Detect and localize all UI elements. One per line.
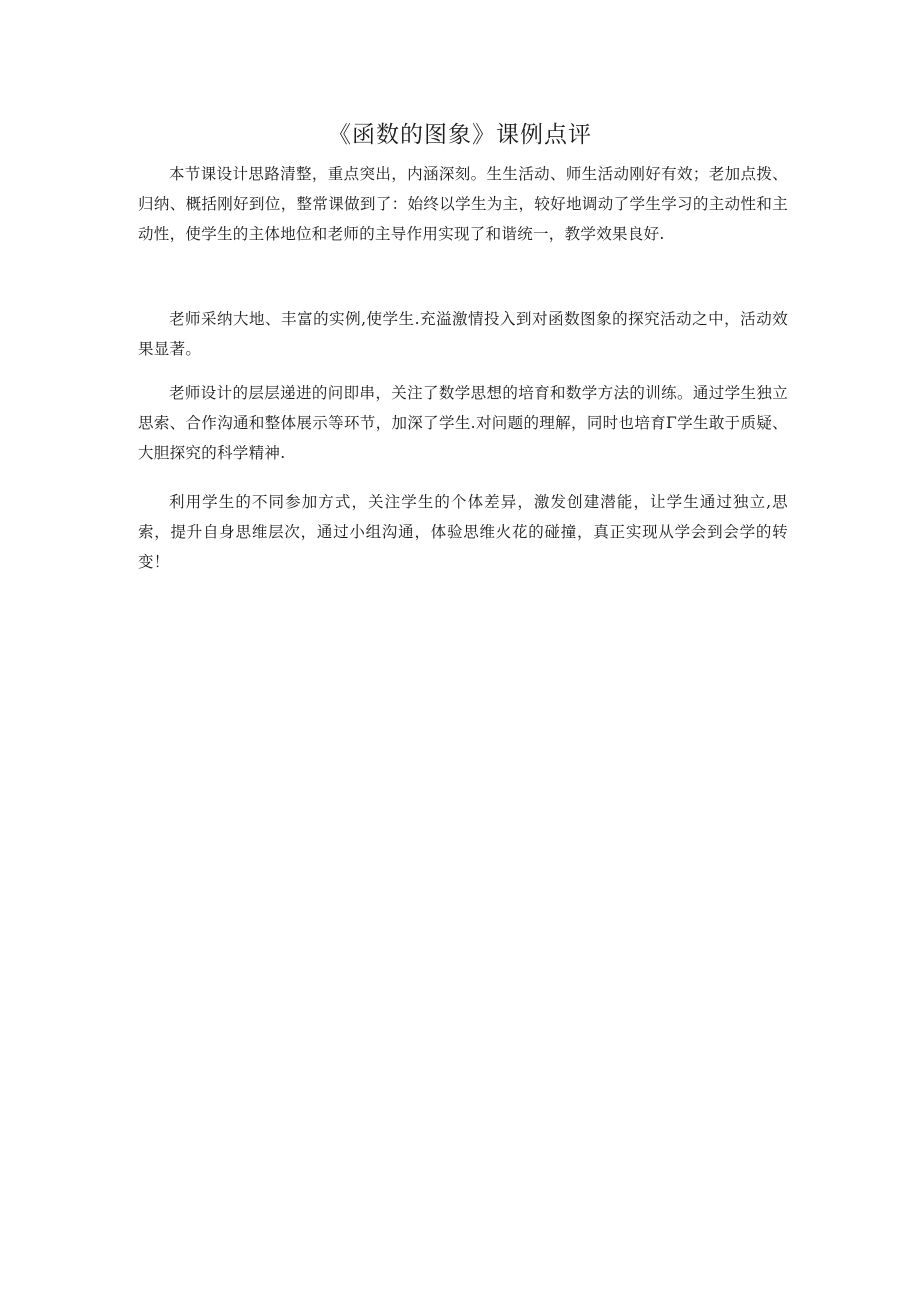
paragraph-overall-assessment: 本节课设计思路清整，重点突出，内涵深刻。生生活动、师生活动刚好有效；老加点拨、归纳、概括刚好到位，整常课做到了：始终以学生为主，较好地调动了学生学习的主动性和主动性，使学生的主体地位和老师的主导作用实现了和谐统一，教学效果良好. — [138, 165, 788, 243]
document-title: 《函数的图象》课例点评 — [328, 122, 592, 148]
paragraph-examples: 老师采纳大地、丰富的实例,使学生.充溢激情投入到对函数图象的探究活动之中，活动效果显著。 — [138, 310, 788, 358]
paragraph-participation: 利用学生的不同参加方式，关注学生的个体差异，激发创建潜能，让学生通过独立,思索，提升自身思维层次，通过小组沟通，体验思维火花的碰撞，真正实现从学会到会学的转变！ — [138, 493, 788, 571]
paragraph-question-design: 老师设计的层层递进的问即串，关注了数学思想的培育和数学方法的训练。通过学生独立思索、合作沟通和整体展示等环节，加深了学生.对问题的理解，同时也培育Γ学生敢于质疑、大胆探究的科学精神. — [138, 384, 788, 462]
